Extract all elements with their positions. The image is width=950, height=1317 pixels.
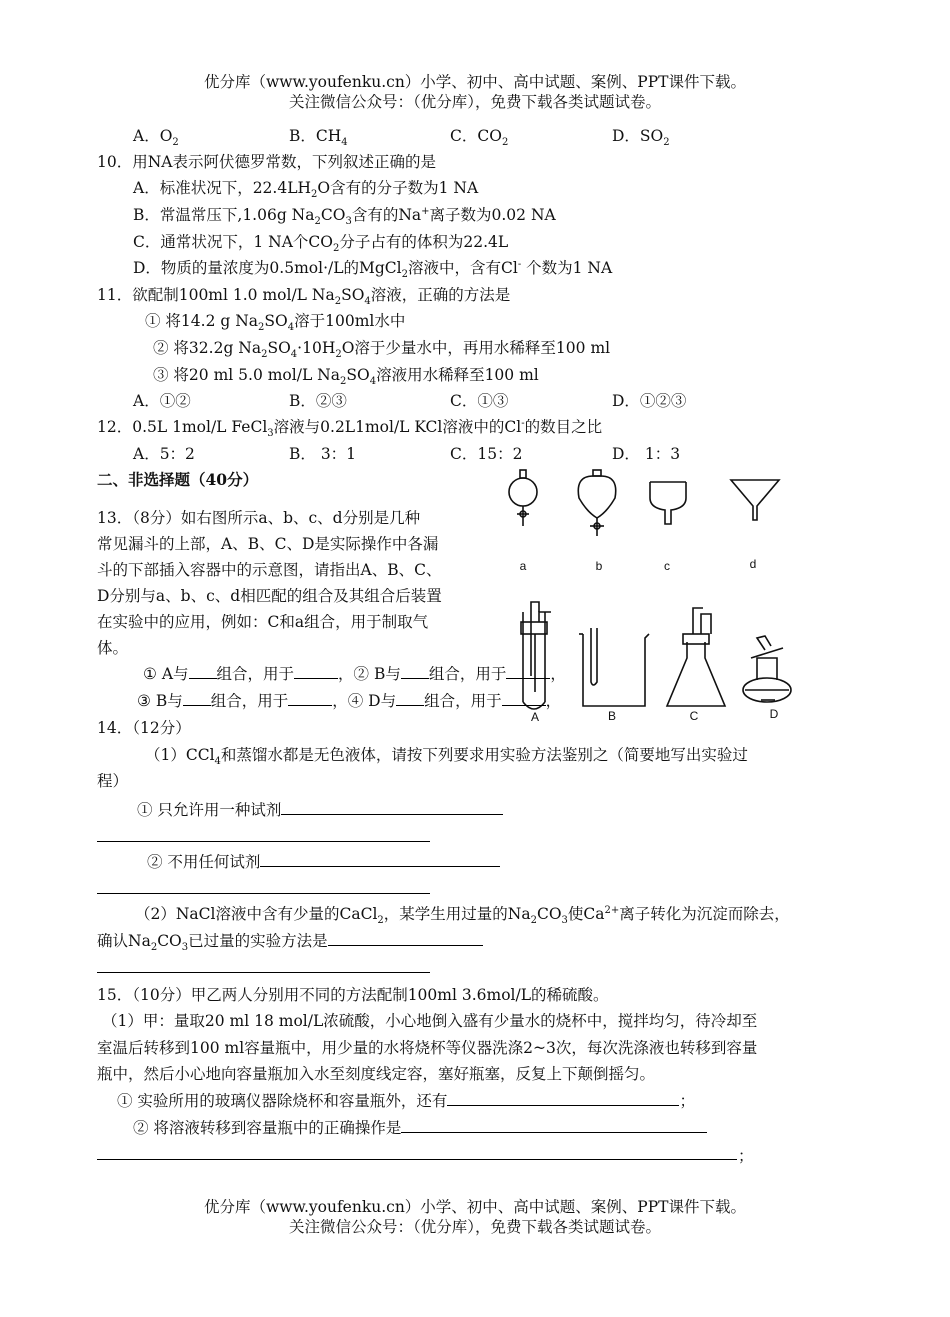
- q14-item-1: ① 只允许用一种试剂: [137, 800, 503, 820]
- fig-label-a: a: [519, 559, 527, 573]
- q13-answer-row-1: ① A与 组合，用于 ，② B与 组合，用于 ，: [143, 665, 566, 683]
- q14-part-2-cont: 确认$Na_2CO_3$已过量的实验方法是: [97, 931, 483, 951]
- q11-option-c: C．①③: [450, 392, 509, 410]
- footer-line-2: 关注微信公众号：（优分库），免费下载各类试题试卷。: [288, 1218, 661, 1236]
- fig-label-B: B: [607, 709, 617, 723]
- q11-option-b: B．②③: [289, 392, 347, 410]
- q9-option-d: D．$SO_2$: [612, 127, 670, 149]
- q14-answer-line-1[interactable]: [97, 841, 430, 842]
- q9-option-a: A．$O_2$: [133, 127, 179, 149]
- q14-blank-3[interactable]: [328, 931, 483, 946]
- q10-stem: 10．用NA表示阿伏德罗常数，下列叙述正确的是: [97, 153, 436, 171]
- header-line-1: 优分库（www.youfenku.cn）小学、初中、高中试题、案例、PPT课件下载。: [203, 73, 747, 91]
- q14-part-1-cont: 程）: [97, 772, 129, 790]
- fig-label-d: d: [749, 557, 757, 571]
- q15-stem: 15．（10分）甲乙两人分别用不同的方法配制100ml 3.6mol/L的稀硫酸。: [97, 986, 609, 1004]
- q13-line-3: 斗的下部插入容器中的示意图，请指出A、B、C、: [97, 561, 442, 579]
- q14-answer-line-3[interactable]: [97, 972, 430, 973]
- q15-item-1: ① 实验所用的玻璃仪器除烧杯和容量瓶外，还有 ；: [117, 1092, 695, 1110]
- q15-line-3: 瓶中，然后小心地向容量瓶加入水至刻度线定容，塞好瓶塞，反复上下颠倒摇匀。: [97, 1065, 656, 1083]
- fig-label-A: A: [530, 710, 540, 724]
- q15-line-1: （1）甲：量取20 ml 18 mol/L浓硫酸，小心地倒入盛有少量水的烧杯中，搅拌均匀，待冷却至: [102, 1012, 758, 1030]
- q14-part-2: （2）NaCl溶液中含有少量的CaCl$_2$，某学生用过量的$Na_2CO_3$使$Ca^{2+}$离子转化为沉淀而除去，: [135, 904, 790, 927]
- blank-2-a[interactable]: [183, 691, 211, 706]
- q15-item-2: ② 将溶液转移到容量瓶中的正确操作是: [133, 1118, 707, 1138]
- apparatus-B-icon: [579, 628, 649, 706]
- q9-option-b: B．$CH_4$: [289, 127, 348, 149]
- q14-blank-1[interactable]: [281, 800, 503, 815]
- blank-1-c[interactable]: [401, 664, 429, 679]
- q13-line-2: 常见漏斗的上部，A、B、C、D是实际操作中各漏: [97, 535, 439, 553]
- q14-part-1: （1）CCl$_4$和蒸馏水都是无色液体，请按下列要求用实验方法鉴别之（简要地写出实验过: [145, 746, 748, 768]
- funnel-c-icon: [650, 482, 686, 524]
- q15-line-2: 室温后转移到100 ml容量瓶中，用少量的水将烧杯等仪器洗涤2~3次，每次洗涤液也转移到容量: [97, 1039, 758, 1057]
- q11-method-3: ③ 将20 ml 5.0 mol/L $Na_2SO_4$溶液用水稀释至100 ml: [153, 366, 539, 388]
- apparatus-C-icon: [667, 608, 725, 706]
- funnel-b-icon: [578, 470, 615, 536]
- q10-option-a: A．标准状况下，$22.4LH_2O$含有的分子数为1 NA: [133, 179, 479, 201]
- blank-2-b[interactable]: [288, 691, 332, 706]
- q13-line-6: 体。: [97, 639, 129, 657]
- header-line-2: 关注微信公众号：（优分库），免费下载各类试题试卷。: [288, 93, 661, 111]
- q15-blank-2[interactable]: [401, 1118, 707, 1133]
- q14-answer-line-2[interactable]: [97, 893, 430, 894]
- q9-option-c: C．$CO_2$: [450, 127, 509, 149]
- q11-method-2: ② 将32.2g $Na_2SO_4\cdot 10H_2O$溶于少量水中，再用水稀释至100 ml: [153, 339, 611, 361]
- q10-option-b: B．常温常压下,1.06g $Na_2CO_3$含有的Na+离子数为0.02 NA: [133, 205, 556, 228]
- q12-option-b: B． 3：1: [289, 445, 357, 463]
- footer-line-1: 优分库（www.youfenku.cn）小学、初中、高中试题、案例、PPT课件下载。: [203, 1198, 747, 1216]
- funnel-d-icon: [731, 480, 779, 520]
- blank-2-d[interactable]: [502, 691, 546, 706]
- blank-1-d[interactable]: [506, 664, 550, 679]
- section-heading: 二、非选择题（40分）: [97, 470, 259, 489]
- q13-line-4: D分别与a、b、c、d相匹配的组合及其组合后装置: [97, 587, 442, 605]
- q10-option-c: C．通常状况下，1 NA个$CO_2$分子占有的体积为22.4L: [133, 233, 509, 255]
- blank-1-b[interactable]: [294, 664, 338, 679]
- q11-option-d: D．①②③: [612, 392, 687, 410]
- fig-label-D: D: [769, 707, 779, 721]
- q14-blank-2[interactable]: [260, 852, 500, 867]
- q10-option-d: D．物质的量浓度为0.5mol·/L的MgCl$_2$溶液中，含有Cl- 个数为1 NA: [133, 258, 613, 281]
- fig-label-b: b: [595, 559, 603, 573]
- q14-item-2: ② 不用任何试剂: [147, 852, 500, 872]
- apparatus-D-icon: [743, 636, 791, 702]
- fig-label-c: c: [664, 559, 670, 573]
- funnel-apparatus-figure: [495, 462, 825, 724]
- q15-line-end-semicolon: ；: [738, 1147, 754, 1165]
- q13-line-5: 在实验中的应用，例如：C和a组合，用于制取气: [97, 613, 429, 631]
- q11-method-1: ① 将14.2 g $Na_2SO_4$溶于100ml水中: [145, 312, 406, 334]
- q12-stem: 12．0.5L 1mol/L FeCl$_3$溶液与0.2L1mol/L KCl溶液中的Cl-的数目之比: [97, 417, 603, 440]
- q12-option-d: D． 1：3: [612, 445, 681, 463]
- q13-line-1: 13．（8分）如右图所示a、b、c、d分别是几种: [97, 509, 421, 527]
- q13-answer-row-2: ③ B与 组合，用于 ，④ D与 组合，用于 ，: [137, 692, 562, 710]
- q14-stem: 14．（12分）: [97, 719, 191, 737]
- blank-1-a[interactable]: [189, 664, 217, 679]
- q15-blank-1[interactable]: [447, 1091, 679, 1106]
- fig-label-C: C: [689, 709, 699, 723]
- q12-option-c: C．15：2: [450, 445, 523, 463]
- q11-stem: 11．欲配制100ml 1.0 mol/L $Na_2SO_4$溶液，正确的方法是: [97, 286, 511, 308]
- q15-answer-line[interactable]: [97, 1159, 737, 1160]
- q11-option-a: A．①②: [133, 392, 191, 410]
- q12-option-a: A．5：2: [133, 445, 195, 463]
- funnel-a-icon: [509, 470, 537, 526]
- blank-2-c[interactable]: [396, 691, 424, 706]
